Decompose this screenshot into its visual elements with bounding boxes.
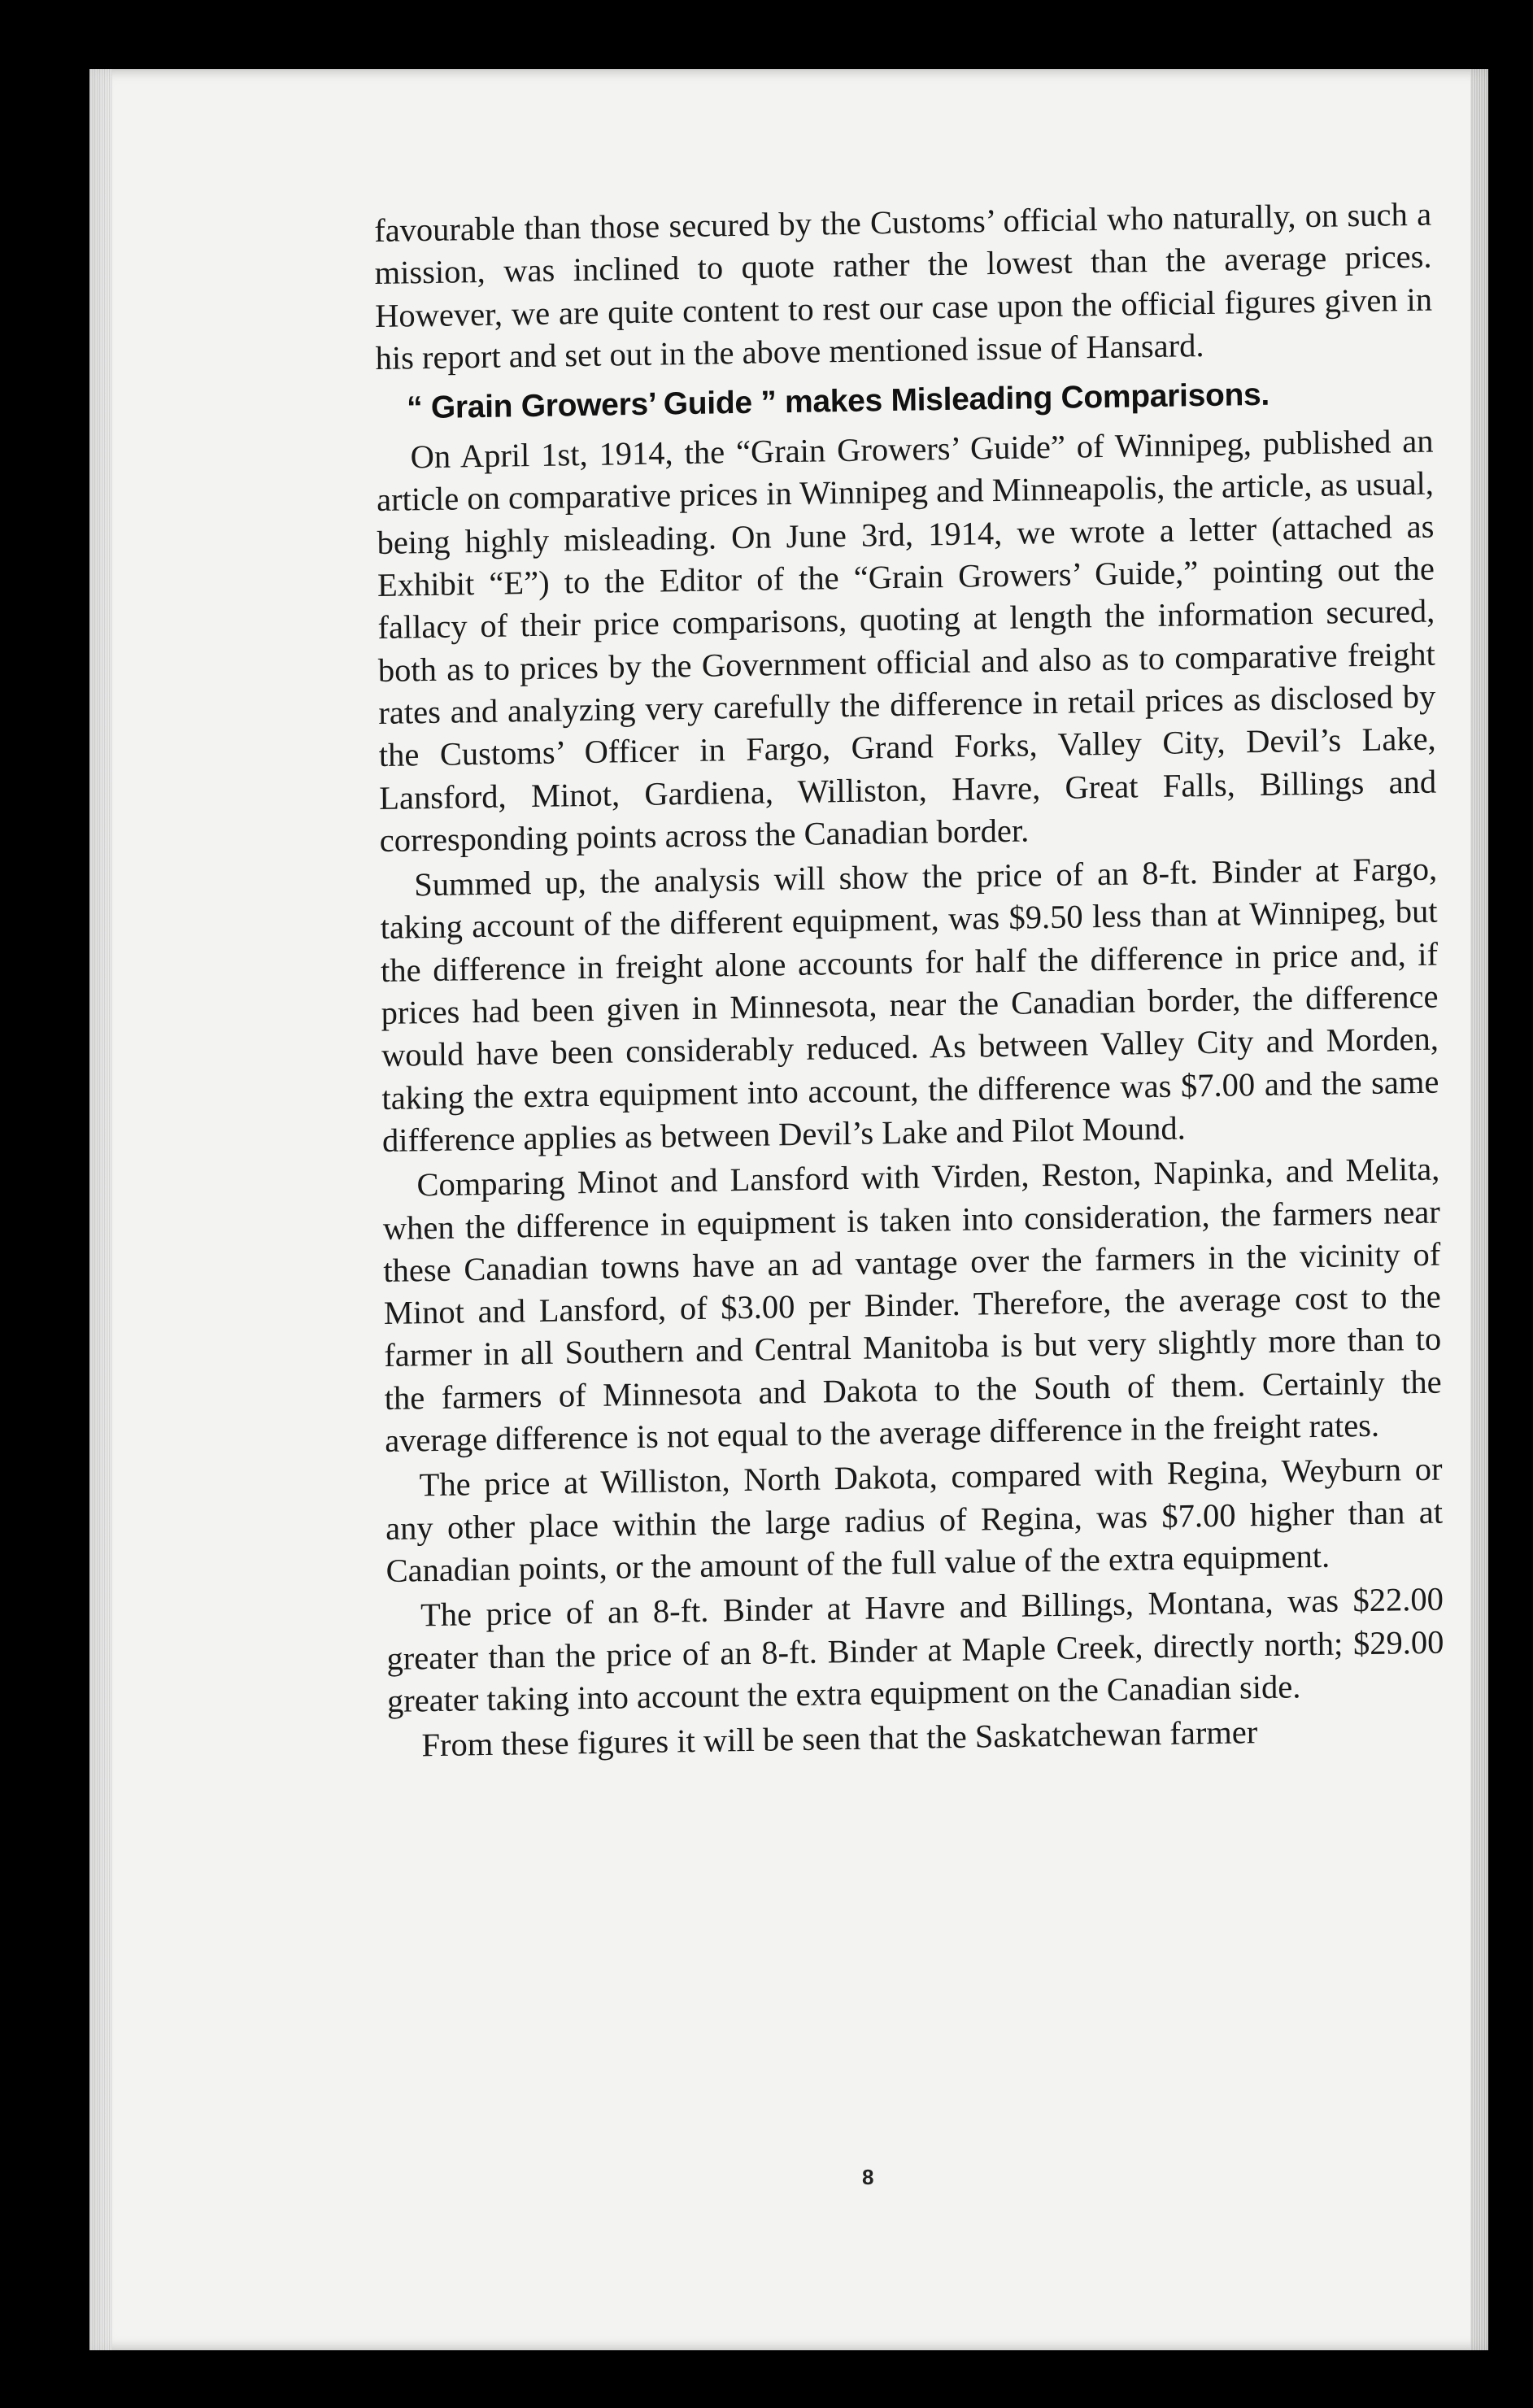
page-number: 8 (862, 2165, 874, 2189)
paragraph-april-article: On April 1st, 1914, the “Grain Growers’ Guide” of Winnipeg, published an article on comparative prices in Winnipeg and Minneapolis, the article, as usual, being highly misleading. On June 3rd, 1914, we wrote a letter (attached as Exhibit “E”) to the Editor of the “Grain Growers’ Guide,” pointing out the fallacy of their price comparisons, quoting at length the information secured, both as to prices by the Government official and also as to comparative freight rates and analyzing very carefully the difference in retail prices as disclosed by the Customs’ Officer in Fargo, Grand Forks, Valley City, Devil’s Lake, Lansford, Minot, Gardiena, Williston, Havre, Great Falls, Billings and corresponding points across the Canadian border. (376, 422, 1437, 859)
paragraph-williston: The price at Williston, North Dakota, compared with Regina, Weyburn or any other place within the large radius of Regina, was $7.00 higher than at Canadian points, or the amount of the full value of the extra equipment. (385, 1450, 1444, 1589)
paragraph-havre-billings: The price of an 8-ft. Binder at Havre and Billings, Montana, was $22.00 greater than the price of an 8-ft. Binder at Maple Creek, directly north; $29.00 greater taking into account the extra equipment on the Canadian side. (386, 1580, 1444, 1719)
paragraph-minot-lansford: Comparing Minot and Lansford with Virden, Reston, Napinka, and Melita, when the difference in equipment is taken into consideration, the farmers near these Canadian towns have an ad vantage over the farmers in the vicinity of Minot and Lansford, of $3.00 per Binder. Therefore, the average cost to the farmer in all Southern and Central Manitoba is but very slightly more than to the farmers of Minnesota and Dakota to the South of them. Certainly the average difference is not equal to the average difference in the freight rates. (382, 1150, 1442, 1459)
page-body-text (374, 194, 1445, 1768)
paragraph-saskatchewan: From these figures it will be seen that the Saskatchewan farmer (421, 1713, 1258, 1764)
paragraph-summed-up: Summed up, the analysis will show the price of an 8-ft. Binder at Fargo, taking account of the different equipment, was $9.50 less than at Winnipeg, but the difference in freight alone accounts for half the difference in price and, if prices had been given in Minnesota, near the Canadian border, the difference would have been considerably reduced. As between Valley City and Morden, taking the extra equipment into account, the difference was $7.00 and the same difference applies as between Devil’s Lake and Pilot Mound. (380, 850, 1439, 1159)
paragraph-continued: favourable than those secured by the Customs’ official who naturally, on such a mission, was inclined to quote rather the lowest than the average prices. However, we are quite content to rest our case upon the official figures given in his report and set out in the above mentioned issue of Hansard. (374, 195, 1433, 377)
section-heading: “ Grain Growers’ Guide ” makes Misleading Comparisons. (406, 377, 1270, 426)
